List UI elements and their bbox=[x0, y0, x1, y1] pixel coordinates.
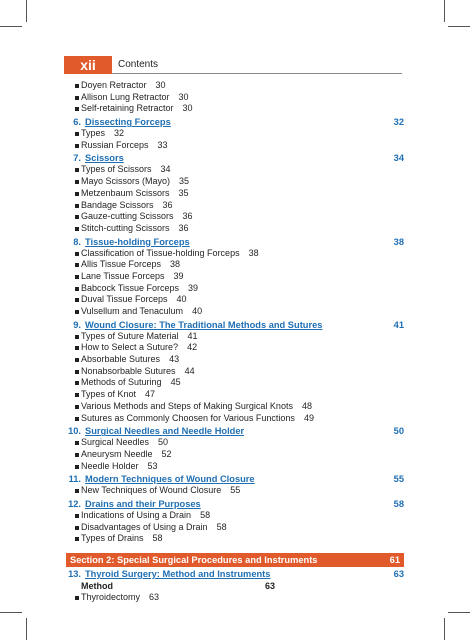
toc-subentry-title: Methods of Suturing bbox=[81, 377, 162, 388]
crop-mark bbox=[448, 612, 470, 613]
bullet-icon bbox=[75, 358, 79, 362]
toc-subentry-title: Disadvantages of Using a Drain bbox=[81, 521, 208, 532]
bullet-icon bbox=[75, 526, 79, 530]
toc-subentry[interactable] bbox=[66, 522, 404, 534]
toc-subentry-page: 36 bbox=[162, 199, 173, 210]
bullet-icon bbox=[75, 144, 79, 148]
toc-subentry[interactable] bbox=[66, 449, 404, 461]
toc-subentry[interactable] bbox=[66, 377, 404, 389]
toc-subentry-page: 58 bbox=[200, 509, 211, 520]
bullet-icon bbox=[75, 370, 79, 374]
chapter-number: 11. bbox=[68, 474, 81, 485]
toc-subentry[interactable] bbox=[66, 342, 404, 354]
toc-subentry-page: 35 bbox=[178, 187, 189, 198]
toc-subentry-page: 42 bbox=[187, 342, 198, 353]
crop-mark bbox=[448, 26, 470, 27]
toc-subentry-page: 55 bbox=[230, 485, 241, 496]
chapter-title-link[interactable]: Wound Closure: The Traditional Methods and Sutures bbox=[85, 319, 323, 330]
toc-subentry-title: Various Methods and Steps of Making Surgical Knots bbox=[81, 400, 293, 411]
toc-subentry-title: Types of Drains bbox=[81, 533, 144, 544]
toc-subentry-page: 34 bbox=[160, 164, 171, 175]
method-page: 63 bbox=[265, 581, 276, 591]
chapter-title-link[interactable]: Scissors bbox=[85, 153, 124, 164]
toc-subentry-page: 39 bbox=[173, 270, 184, 281]
toc-subentry-title: Vulsellum and Tenaculum bbox=[81, 306, 184, 316]
toc-subentry-title: Babcock Tissue Forceps bbox=[81, 282, 180, 293]
toc-subentry[interactable] bbox=[66, 223, 404, 235]
bullet-icon bbox=[75, 287, 79, 291]
bullet-icon bbox=[75, 489, 79, 493]
toc-subentry-page: 58 bbox=[216, 521, 227, 532]
bullet-icon bbox=[75, 132, 79, 136]
bullet-icon bbox=[75, 514, 79, 518]
chapter-title-link[interactable]: Thyroid Surgery: Method and Instruments bbox=[85, 569, 271, 579]
toc-subentry-title: Doyen Retractor bbox=[81, 80, 147, 90]
bullet-icon bbox=[75, 204, 79, 208]
chapter-page: 41 bbox=[393, 319, 404, 330]
crop-mark bbox=[26, 618, 27, 640]
toc-subentry-title: Needle Holder bbox=[81, 460, 139, 471]
bullet-icon bbox=[75, 84, 79, 88]
section-page: 61 bbox=[389, 555, 400, 565]
toc-subentry-page: 48 bbox=[301, 400, 312, 411]
toc-subentry-title: Nonabsorbable Sutures bbox=[81, 365, 176, 376]
toc-subentry-page: 58 bbox=[152, 533, 163, 544]
toc-subentry[interactable] bbox=[66, 354, 404, 366]
toc-subentry[interactable] bbox=[66, 140, 404, 152]
toc-subentry-title: How to Select a Suture? bbox=[81, 342, 179, 353]
toc-chapter[interactable] bbox=[66, 498, 404, 510]
toc-subentry-page: 63 bbox=[149, 592, 160, 602]
chapter-number: 9. bbox=[73, 319, 81, 330]
bullet-icon bbox=[75, 453, 79, 457]
toc-subentry-title: Types of Scissors bbox=[81, 164, 152, 175]
toc-subentry[interactable] bbox=[66, 485, 404, 497]
toc-subentry-title: Absorbable Sutures bbox=[81, 354, 161, 365]
chapter-title-link[interactable]: Surgical Needles and Needle Holder bbox=[85, 426, 245, 437]
toc-chapter[interactable] bbox=[66, 568, 404, 580]
toc-subentry-title: New Techniques of Wound Closure bbox=[81, 485, 222, 496]
toc-subentry[interactable] bbox=[66, 188, 404, 200]
toc-subentry-title: Sutures as Commonly Choosen for Various Functions bbox=[81, 412, 295, 423]
bullet-icon bbox=[75, 441, 79, 445]
toc-subentry[interactable] bbox=[66, 259, 404, 271]
chapter-page: 38 bbox=[393, 236, 404, 247]
toc-chapter[interactable] bbox=[66, 236, 404, 248]
toc-subentry-title: Mayo Scissors (Mayo) bbox=[81, 176, 171, 187]
bullet-icon bbox=[75, 298, 79, 302]
bullet-icon bbox=[75, 346, 79, 350]
chapter-title-link[interactable]: Tissue-holding Forceps bbox=[85, 236, 190, 247]
running-header: Contents bbox=[118, 59, 159, 70]
bullet-icon bbox=[75, 263, 79, 267]
toc-subentry-title: Metzenbaum Scissors bbox=[81, 187, 170, 198]
toc-subentry-page: 30 bbox=[155, 80, 166, 90]
toc-subentry-page: 30 bbox=[178, 91, 189, 102]
toc-subentry-title: Gauze-cutting Scissors bbox=[81, 211, 174, 222]
bullet-icon bbox=[75, 215, 79, 219]
bullet-icon bbox=[75, 596, 79, 600]
toc-subentry-title: Allison Lung Retractor bbox=[81, 91, 170, 102]
toc-subentry[interactable] bbox=[66, 461, 404, 473]
toc-subentry-page: 49 bbox=[303, 412, 314, 423]
toc-subentry[interactable] bbox=[66, 211, 404, 223]
toc-subentry-title: Allis Tissue Forceps bbox=[81, 259, 162, 270]
toc-subentry[interactable] bbox=[66, 533, 404, 545]
table-of-contents bbox=[66, 80, 404, 604]
toc-subentry-title: Thyroidectomy bbox=[81, 592, 141, 602]
method-title: Method bbox=[81, 581, 113, 591]
toc-chapter[interactable] bbox=[66, 319, 404, 331]
toc-subentry[interactable] bbox=[66, 413, 404, 425]
chapter-page: 63 bbox=[393, 569, 404, 579]
toc-subentry-title: Indications of Using a Drain bbox=[81, 509, 192, 520]
chapter-number: 13. bbox=[68, 569, 81, 579]
chapter-number: 10. bbox=[68, 426, 81, 437]
toc-subentry-page: 47 bbox=[145, 389, 156, 400]
bullet-icon bbox=[75, 168, 79, 172]
toc-subentry-page: 32 bbox=[114, 128, 125, 139]
toc-chapter[interactable] bbox=[66, 425, 404, 437]
toc-subentry[interactable] bbox=[66, 306, 404, 318]
crop-mark bbox=[26, 0, 27, 22]
toc-subentry-title: Types bbox=[81, 128, 106, 139]
toc-subentry[interactable] bbox=[66, 366, 404, 378]
bullet-icon bbox=[75, 310, 79, 314]
chapter-page: 32 bbox=[393, 117, 404, 128]
toc-subentry-page: 35 bbox=[179, 176, 190, 187]
bullet-icon bbox=[75, 417, 79, 421]
chapter-title-link[interactable]: Drains and their Purposes bbox=[85, 498, 201, 509]
bullet-icon bbox=[75, 192, 79, 196]
bullet-icon bbox=[75, 381, 79, 385]
chapter-number: 7. bbox=[73, 153, 81, 164]
chapter-title-link[interactable]: Dissecting Forceps bbox=[85, 117, 171, 128]
toc-subentry-page: 44 bbox=[184, 365, 195, 376]
chapter-number: 12. bbox=[68, 498, 81, 509]
chapter-title-link[interactable]: Modern Techniques of Wound Closure bbox=[85, 474, 255, 485]
bullet-icon bbox=[75, 335, 79, 339]
toc-subentry[interactable] bbox=[66, 128, 404, 140]
toc-subentry-page: 39 bbox=[188, 282, 199, 293]
crop-mark bbox=[444, 618, 445, 640]
toc-subentry-title: Classification of Tissue-holding Forceps bbox=[81, 247, 240, 258]
bullet-icon bbox=[75, 252, 79, 256]
bullet-icon bbox=[75, 180, 79, 184]
toc-subentry-page: 40 bbox=[192, 306, 203, 316]
toc-subentry-title: Self-retaining Retractor bbox=[81, 103, 174, 114]
toc-subentry-title: Surgical Needles bbox=[81, 437, 150, 448]
toc-chapter[interactable] bbox=[66, 116, 404, 128]
toc-chapter[interactable] bbox=[66, 152, 404, 164]
toc-subentry-page: 50 bbox=[158, 437, 169, 448]
bullet-icon bbox=[75, 96, 79, 100]
header-divider bbox=[112, 73, 402, 74]
toc-subentry-page: 30 bbox=[182, 103, 193, 114]
toc-subentry[interactable] bbox=[66, 294, 404, 306]
crop-mark bbox=[0, 26, 22, 27]
toc-subentry-page: 38 bbox=[248, 247, 259, 258]
bullet-icon bbox=[75, 107, 79, 111]
chapter-page: 34 bbox=[393, 153, 404, 164]
chapter-number: 8. bbox=[73, 236, 81, 247]
toc-subentry[interactable] bbox=[66, 92, 404, 104]
chapter-page: 55 bbox=[393, 474, 404, 485]
toc-subentry-title: Bandage Scissors bbox=[81, 199, 154, 210]
toc-subentry-page: 33 bbox=[157, 139, 168, 150]
toc-subentry-page: 52 bbox=[161, 448, 172, 459]
toc-subentry-page: 53 bbox=[147, 460, 158, 471]
toc-subentry[interactable] bbox=[66, 331, 404, 343]
crop-mark bbox=[444, 0, 445, 22]
section-title: Section 2: Special Surgical Procedures and Instruments bbox=[70, 555, 318, 565]
chapter-number: 6. bbox=[73, 117, 81, 128]
bullet-icon bbox=[75, 465, 79, 469]
toc-subentry-title: Stitch-cutting Scissors bbox=[81, 222, 170, 233]
toc-subentry[interactable] bbox=[66, 176, 404, 188]
toc-subentry[interactable] bbox=[66, 164, 404, 176]
crop-mark bbox=[0, 612, 22, 613]
toc-subentry[interactable] bbox=[66, 592, 404, 604]
toc-subentry-title: Types of Knot bbox=[81, 389, 137, 400]
bullet-icon bbox=[75, 393, 79, 397]
bullet-icon bbox=[75, 405, 79, 409]
toc-subentry-page: 36 bbox=[178, 222, 189, 233]
toc-subentry-title: Types of Suture Material bbox=[81, 330, 179, 341]
toc-subentry[interactable] bbox=[66, 80, 404, 92]
chapter-page: 58 bbox=[393, 498, 404, 509]
toc-subentry-title: Lane Tissue Forceps bbox=[81, 270, 165, 281]
bullet-icon bbox=[75, 537, 79, 541]
toc-subentry[interactable] bbox=[66, 103, 404, 115]
toc-subentry-page: 45 bbox=[170, 377, 181, 388]
toc-subentry-page: 38 bbox=[170, 259, 181, 270]
toc-subentry-page: 40 bbox=[176, 294, 187, 305]
toc-subentry-title: Russian Forceps bbox=[81, 139, 149, 150]
toc-subentry[interactable] bbox=[66, 510, 404, 522]
toc-subentry[interactable] bbox=[66, 389, 404, 401]
toc-subentry-title: Aneurysm Needle bbox=[81, 448, 153, 459]
chapter-page: 50 bbox=[393, 426, 404, 437]
toc-subentry[interactable] bbox=[66, 283, 404, 295]
bullet-icon bbox=[75, 227, 79, 231]
toc-subentry-page: 43 bbox=[169, 354, 180, 365]
toc-subentry[interactable] bbox=[66, 248, 404, 260]
toc-method-heading[interactable] bbox=[66, 580, 404, 592]
toc-subentry-page: 36 bbox=[182, 211, 193, 222]
toc-subentry[interactable] bbox=[66, 200, 404, 212]
toc-subentry-page: 41 bbox=[187, 330, 198, 341]
toc-chapter[interactable] bbox=[66, 473, 404, 485]
bullet-icon bbox=[75, 275, 79, 279]
toc-subentry[interactable] bbox=[66, 271, 404, 283]
toc-subentry[interactable] bbox=[66, 401, 404, 413]
page-number-badge: xii bbox=[64, 56, 112, 74]
toc-subentry-title: Duval Tissue Forceps bbox=[81, 294, 168, 305]
toc-section-heading[interactable] bbox=[66, 553, 404, 567]
toc-subentry[interactable] bbox=[66, 437, 404, 449]
